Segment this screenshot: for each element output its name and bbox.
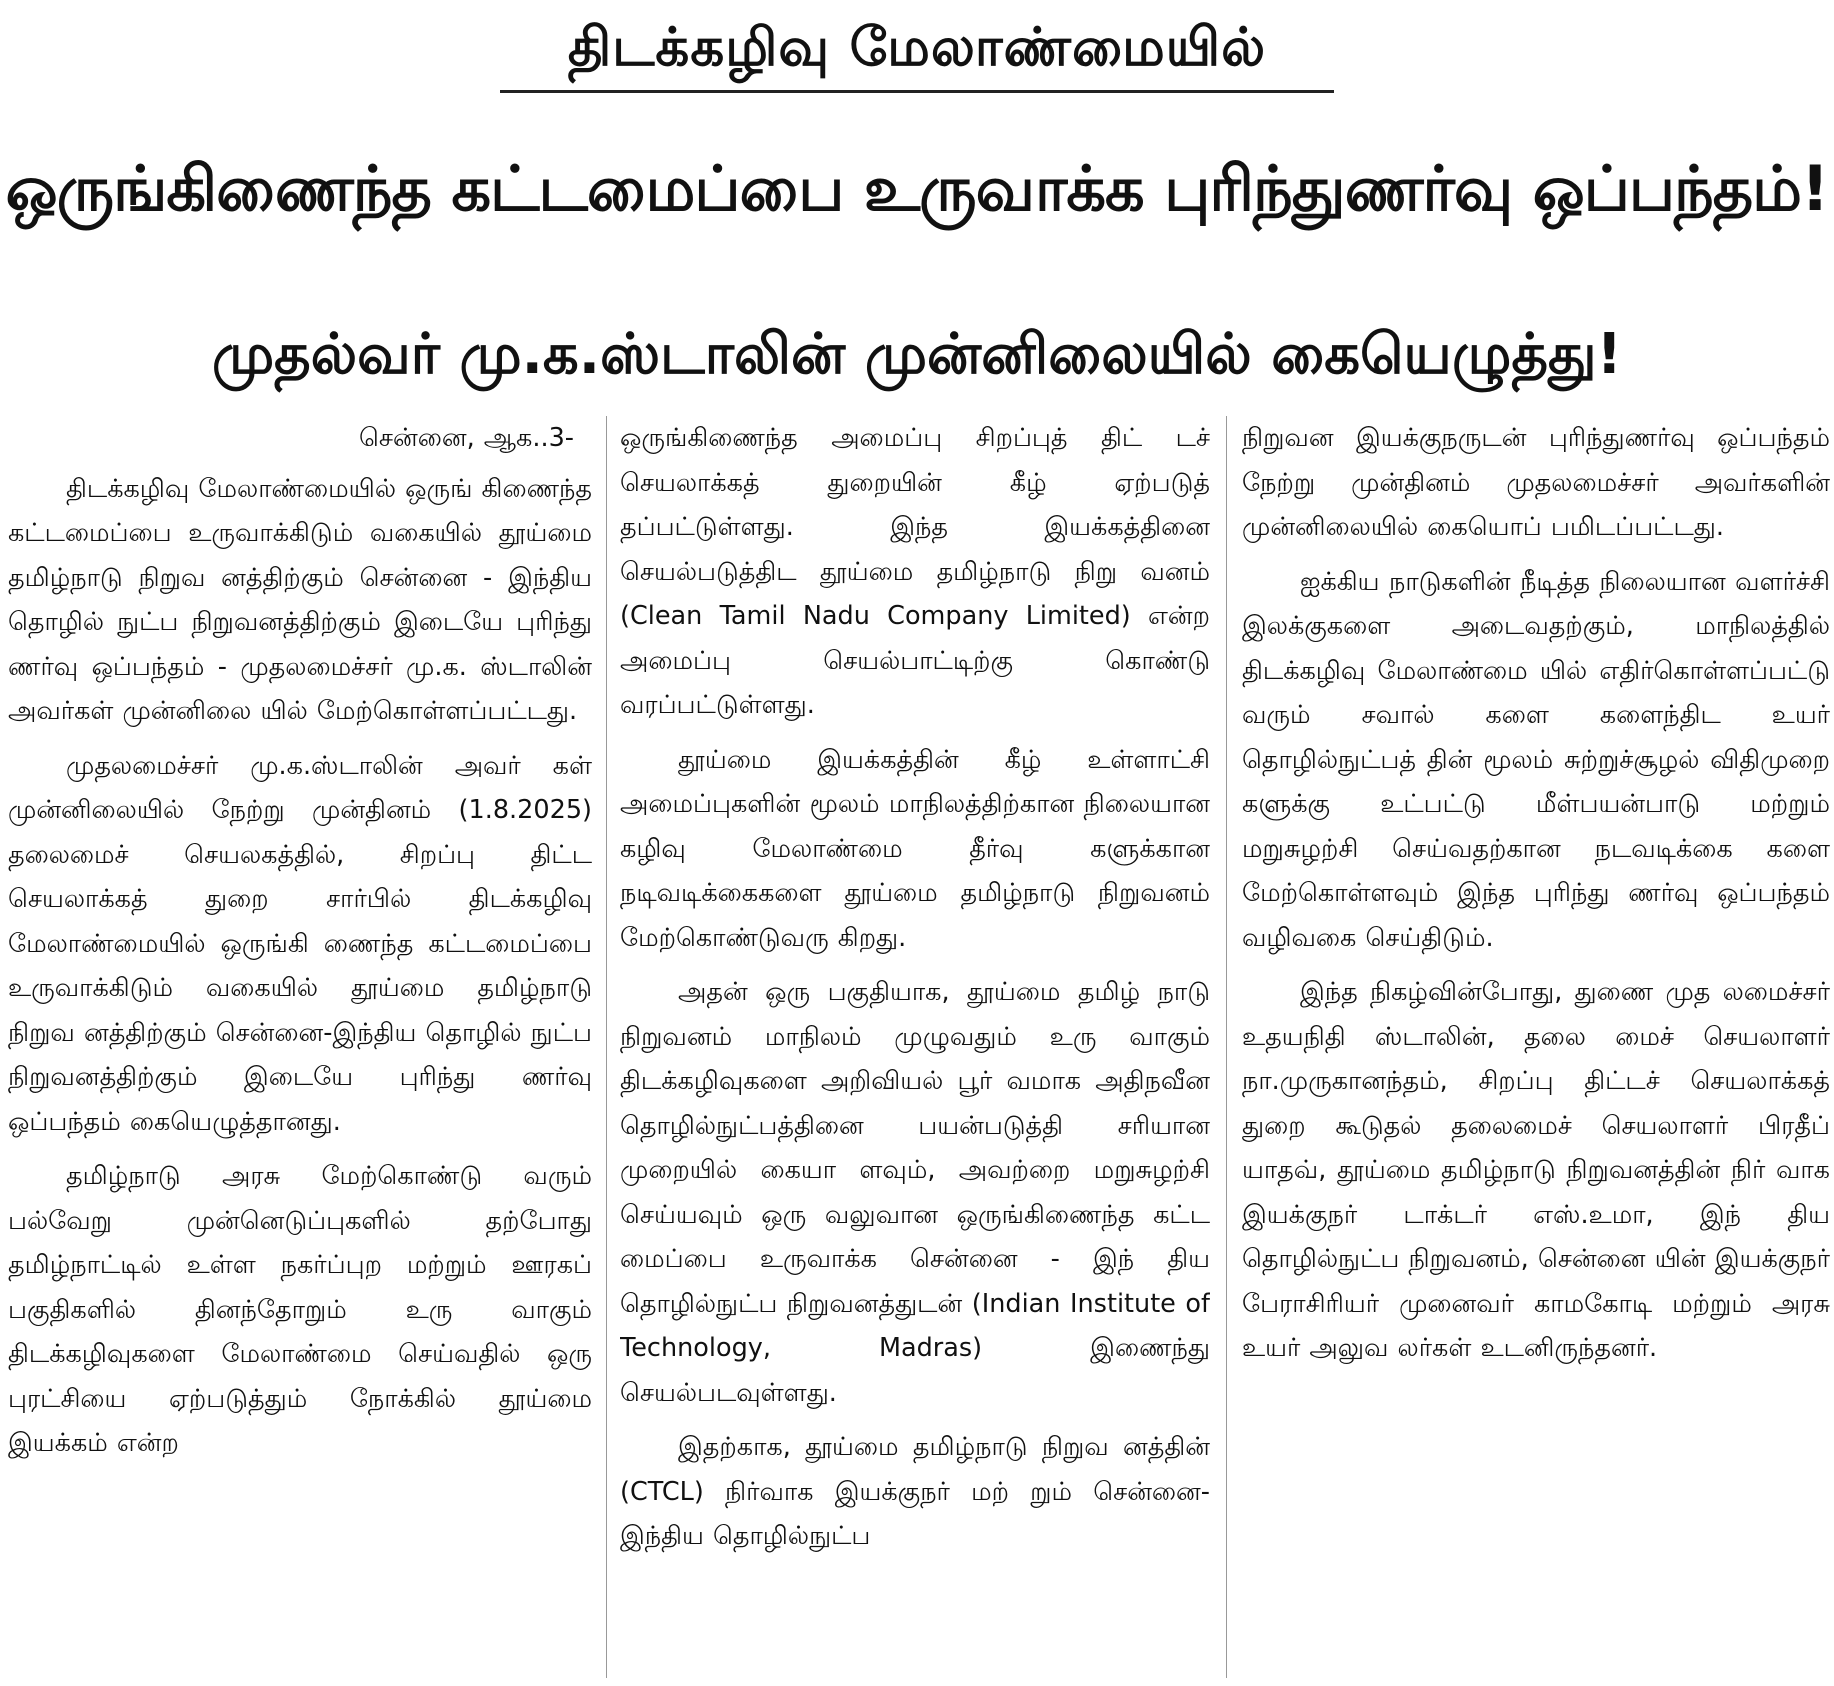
- kicker-underline: [500, 90, 1334, 93]
- column-divider: [606, 416, 607, 1678]
- dateline: சென்னை, ஆக..3-: [359, 423, 574, 453]
- paragraph: ஒருங்கிணைந்த அமைப்பு சிறப்புத் திட் டச் செயலாக்கத் துறையின் கீழ் ஏற்படுத் தப்பட்டுள்ளது. இந்த இயக்கத்தினை செயல்படுத்திட தூய்மை தமிழ்நாடு நிறு வனம் (Clean Tamil Nadu Company Limited) என்ற அமைப்பு செயல்பாட்டிற்கு கொண்டு வரப்பட்டுள்ளது.: [620, 423, 1210, 720]
- kicker-title: திடக்கழிவு மேலாண்மையில்: [567, 17, 1267, 78]
- column-divider: [1226, 416, 1227, 1678]
- paragraph: இதற்காக, தூய்மை தமிழ்நாடு நிறுவ னத்தின் (CTCL) நிர்வாக இயக்குநர் மற் றும் சென்னை-இந்திய தொழில்நுட்ப: [620, 1432, 1210, 1551]
- paragraph: அதன் ஒரு பகுதியாக, தூய்மை தமிழ் நாடு நிறுவனம் மாநிலம் முழுவதும் உரு வாகும் திடக்கழிவுகளை அறிவியல் பூர் வமாக அதிநவீன தொழில்நுட்பத்தினை பயன்படுத்தி சரியான முறையில் கையா ளவும், அவற்றை மறுசுழற்சி செய்யவும் ஒரு வலுவான ஒருங்கிணைந்த கட்ட மைப்பை உருவாக்க சென்னை - இந் திய தொழில்நுட்ப நிறுவனத்துடன் (Indian Institute of Technology, Madras) இணைந்து செயல்படவுள்ளது.: [620, 977, 1210, 1408]
- article-column-3: [1242, 416, 1830, 1678]
- paragraph: தூய்மை இயக்கத்தின் கீழ் உள்ளாட்சி அமைப்புகளின் மூலம் மாநிலத்திற்கான நிலையான கழிவு மேலாண்மை தீர்வு களுக்கான நடிவடிக்கைகளை தூய்மை தமிழ்நாடு நிறுவனம் மேற்கொண்டுவரு கிறது.: [620, 744, 1210, 953]
- subheadline: முதல்வர் மு.க.ஸ்டாலின் முன்னிலையில் கையெழுத்து!: [211, 322, 1623, 387]
- paragraph: திடக்கழிவு மேலாண்மையில் ஒருங் கிணைந்த கட்டமைப்பை உருவாக்கிடும் வகையில் தூய்மை தமிழ்நாடு நிறுவ னத்திற்கும் சென்னை - இந்திய தொழில் நுட்ப நிறுவனத்திற்கும் இடையே புரிந்து ணர்வு ஒப்பந்தம் - முதலமைச்சர் மு.க. ஸ்டாலின் அவர்கள் முன்னிலை யில் மேற்கொள்ளப்பட்டது.: [8, 473, 592, 726]
- article-column-1: [8, 416, 592, 1678]
- paragraph: நிறுவன இயக்குநருடன் புரிந்துணர்வு ஒப்பந்தம் நேற்று முன்தினம் முதலமைச்சர் அவர்களின் முன்னிலையில் கையொப் பமிடப்பட்டது.: [1242, 423, 1830, 542]
- paragraph: இந்த நிகழ்வின்போது, துணை முத லமைச்சர் உதயநிதி ஸ்டாலின், தலை மைச் செயலாளர் நா.முருகானந்தம், சிறப்பு திட்டச் செயலாக்கத் துறை கூடுதல் தலைமைச் செயலாளர் பிரதீப் யாதவ், தூய்மை தமிழ்நாடு நிறுவனத்தின் நிர் வாக இயக்குநர் டாக்டர் எஸ்.உமா, இந் திய தொழில்நுட்ப நிறுவனம், சென்னை யின் இயக்குநர் பேராசிரியர் முனைவர் காமகோடி மற்றும் அரசு உயர் அலுவ லர்கள் உடனிருந்தனர்.: [1242, 977, 1830, 1363]
- paragraph: ஐக்கிய நாடுகளின் நீடித்த நிலையான வளர்ச்சி இலக்குகளை அடைவதற்கும், மாநிலத்தில் திடக்கழிவு மேலாண்மை யில் எதிர்கொள்ளப்பட்டு வரும் சவால் களை களைந்திட உயர் தொழில்நுட்பத் தின் மூலம் சுற்றுச்சூழல் விதிமுறை களுக்கு உட்பட்டு மீள்பயன்பாடு மற்றும் மறுசுழற்சி செய்வதற்கான நடவடிக்கை களை மேற்கொள்ளவும் இந்த புரிந்து ணர்வு ஒப்பந்தம் வழிவகை செய்திடும்.: [1242, 566, 1830, 953]
- paragraph: முதலமைச்சர் மு.க.ஸ்டாலின் அவர் கள் முன்னிலையில் நேற்று முன்தினம் (1.8.2025) தலைமைச் செயலகத்தில், சிறப்பு திட்ட செயலாக்கத் துறை சார்பில் திடக்கழிவு மேலாண்மையில் ஒருங்கி ணைந்த கட்டமைப்பை உருவாக்கிடும் வகையில் தூய்மை தமிழ்நாடு நிறுவ னத்திற்கும் சென்னை-இந்திய தொழில் நுட்ப நிறுவனத்திற்கும் இடையே புரிந்து ணர்வு ஒப்பந்தம் கையெழுத்தானது.: [8, 750, 592, 1137]
- headline: ஒருங்கிணைந்த கட்டமைப்பை உருவாக்க புரிந்துணர்வு ஒப்பந்தம்!: [5, 152, 1829, 225]
- paragraph: தமிழ்நாடு அரசு மேற்கொண்டு வரும் பல்வேறு முன்னெடுப்புகளில் தற்போது தமிழ்நாட்டில் உள்ள நகர்ப்புற மற்றும் ஊரகப் பகுதிகளில் தினந்தோறும் உரு வாகும் திடக்கழிவுகளை மேலாண்மை செய்வதில் ஒரு புரட்சியை ஏற்படுத்தும் நோக்கில் தூய்மை இயக்கம் என்ற: [8, 1161, 592, 1458]
- article-column-2: [620, 416, 1210, 1678]
